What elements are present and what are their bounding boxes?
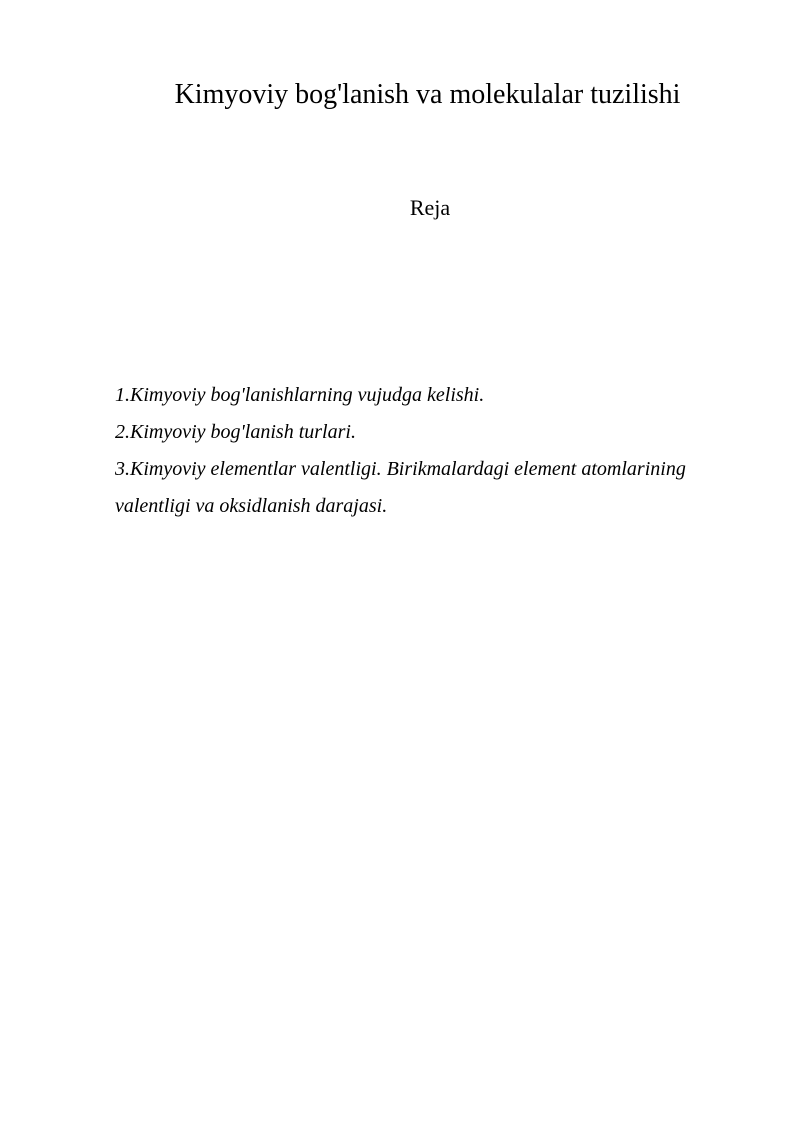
plan-item-2: 2.Kimyoviy bog'lanish turlari. bbox=[115, 421, 356, 443]
plan-list bbox=[115, 377, 745, 525]
plan-item-1: 1.Kimyoviy bog'lanishlarning vujudga kelishi. bbox=[115, 384, 485, 406]
plan-item-3: 3.Kimyoviy elementlar valentligi. Birikmalardagi element atomlarining valentligi va oksidlanish darajasi. bbox=[115, 458, 686, 517]
document-title: Kimyoviy bog'lanish va molekulalar tuzilishi bbox=[174, 79, 681, 110]
plan-heading: Reja bbox=[409, 195, 451, 220]
